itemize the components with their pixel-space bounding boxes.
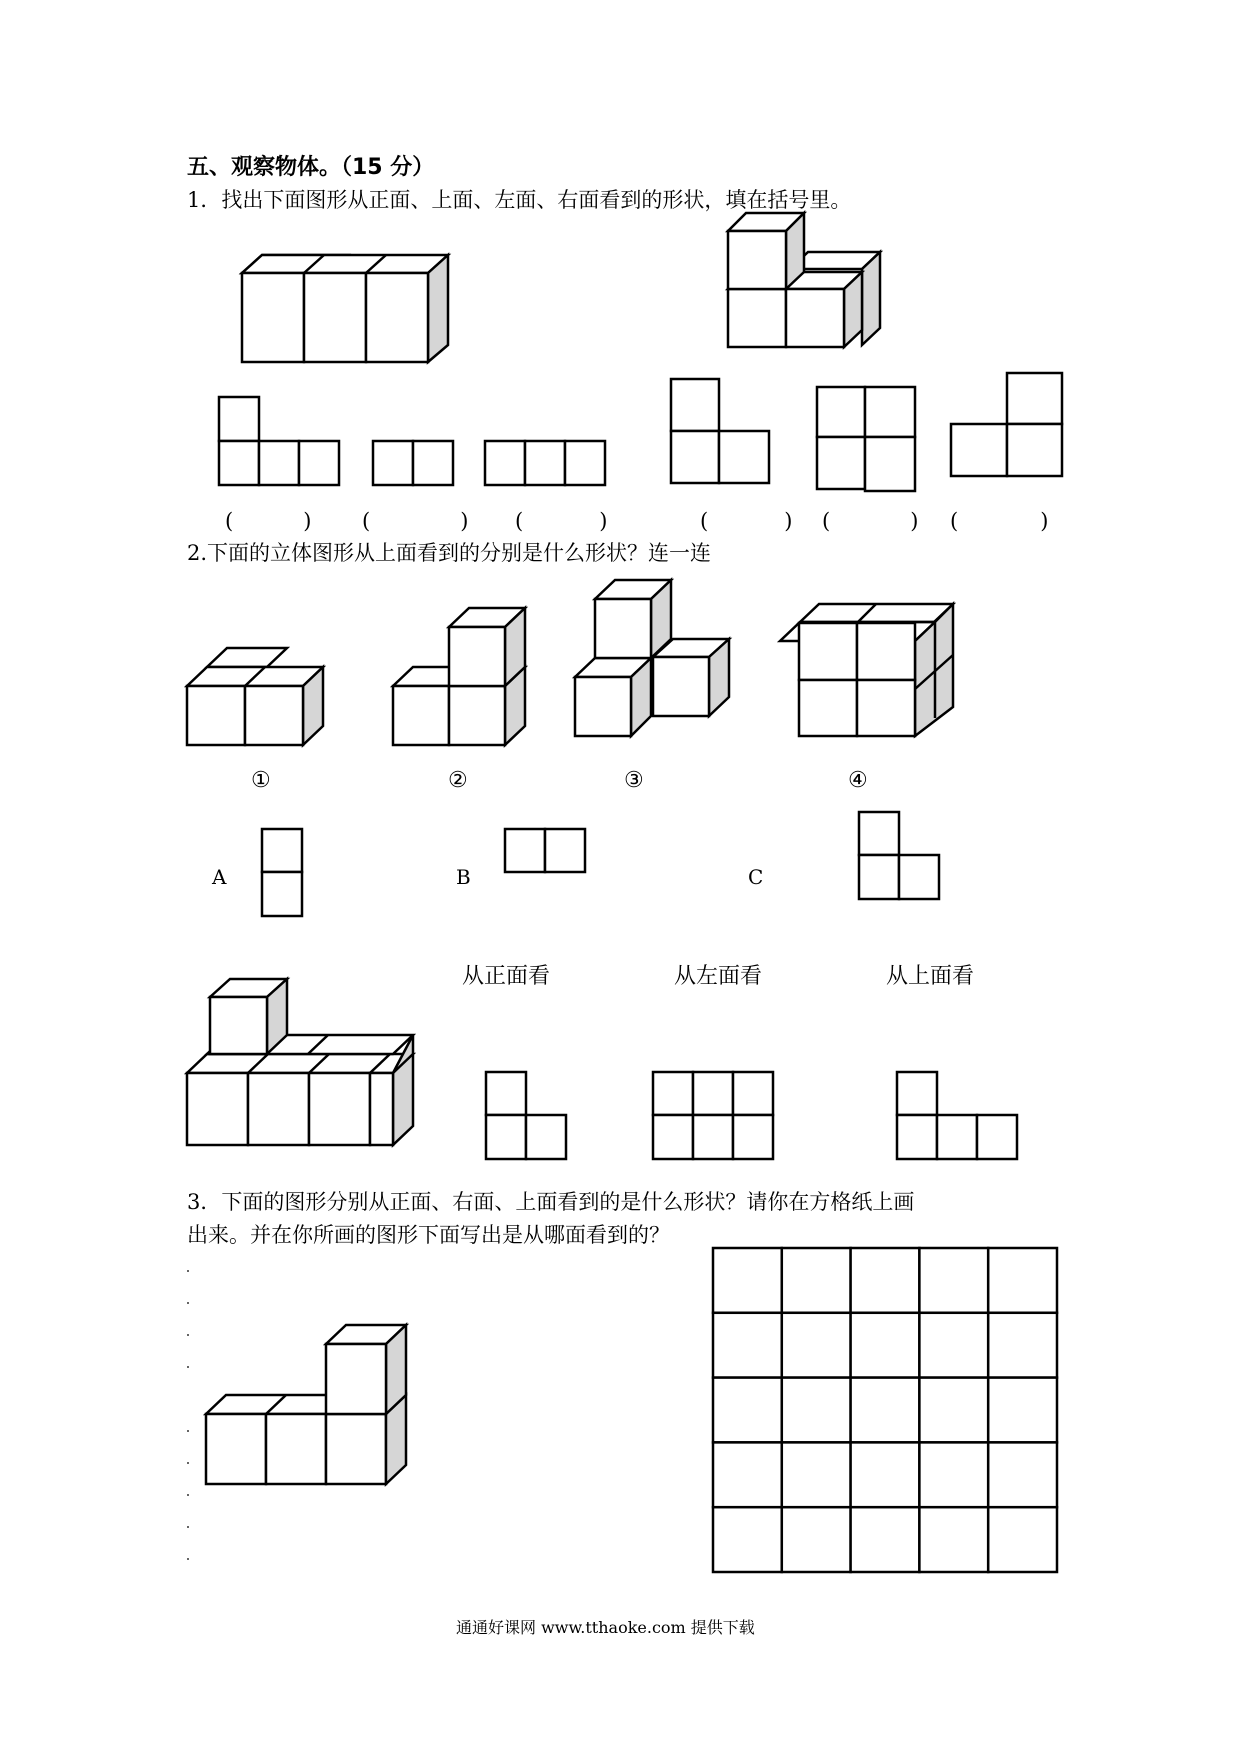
margin-dot bbox=[187, 1334, 189, 1336]
margin-dot bbox=[187, 1558, 189, 1560]
q3-prompt-line-2: 出来。并在你所画的图形下面写出是从哪面看到的？ bbox=[187, 1223, 670, 1247]
grid-cell[interactable] bbox=[919, 1248, 988, 1313]
grid-cell[interactable] bbox=[919, 1442, 988, 1507]
grid-cell[interactable] bbox=[713, 1248, 782, 1313]
q1-blank-3[interactable]: ( ) bbox=[515, 509, 608, 533]
q3-drawing-grid[interactable] bbox=[712, 1247, 1058, 1573]
grid-cell[interactable] bbox=[851, 1442, 920, 1507]
q2-option-label-b: B bbox=[456, 865, 471, 889]
grid-cell[interactable] bbox=[988, 1313, 1057, 1378]
grid-cell[interactable] bbox=[851, 1507, 920, 1572]
grid-cell[interactable] bbox=[782, 1507, 851, 1572]
grid-cell[interactable] bbox=[988, 1507, 1057, 1572]
grid-cell[interactable] bbox=[851, 1248, 920, 1313]
margin-dot bbox=[187, 1494, 189, 1496]
q2-figure-number-4: ④ bbox=[848, 768, 868, 793]
q2-option-label-a: A bbox=[212, 865, 227, 889]
q3-prompt-line-1: 3．下面的图形分别从正面、右面、上面看到的是什么形状？请你在方格纸上画 bbox=[187, 1190, 915, 1214]
q1-blank-2[interactable]: ( ) bbox=[362, 509, 469, 533]
grid-cell[interactable] bbox=[782, 1378, 851, 1443]
q2-figure-number-1: ① bbox=[251, 768, 271, 793]
grid-cell[interactable] bbox=[988, 1378, 1057, 1443]
grid-cell[interactable] bbox=[851, 1313, 920, 1378]
section-title: 五、观察物体。（15 分） bbox=[187, 155, 435, 180]
grid-cell[interactable] bbox=[782, 1313, 851, 1378]
q2-view-label-left: 从左面看 bbox=[674, 964, 763, 989]
margin-dot bbox=[187, 1526, 189, 1528]
q2-view-label-front: 从正面看 bbox=[462, 964, 551, 989]
margin-dot bbox=[187, 1462, 189, 1464]
grid-cell[interactable] bbox=[988, 1248, 1057, 1313]
q1-blank-5[interactable]: ( ) bbox=[822, 509, 919, 533]
grid-cell[interactable] bbox=[713, 1378, 782, 1443]
grid-cell[interactable] bbox=[782, 1248, 851, 1313]
grid-cell[interactable] bbox=[919, 1313, 988, 1378]
grid-cell[interactable] bbox=[988, 1442, 1057, 1507]
q1-blank-4[interactable]: ( ) bbox=[700, 509, 793, 533]
grid-cell[interactable] bbox=[713, 1313, 782, 1378]
q2-prompt: 2.下面的立体图形从上面看到的分别是什么形状？连一连 bbox=[187, 541, 712, 565]
margin-dot bbox=[187, 1366, 189, 1368]
margin-dot bbox=[187, 1270, 189, 1272]
grid-cell[interactable] bbox=[919, 1507, 988, 1572]
q2-view-label-top: 从上面看 bbox=[886, 964, 975, 989]
q2-option-label-c: C bbox=[748, 865, 764, 889]
margin-dot bbox=[187, 1302, 189, 1304]
grid-cell[interactable] bbox=[782, 1442, 851, 1507]
q1-blank-1[interactable]: ( ) bbox=[225, 509, 312, 533]
grid-cell[interactable] bbox=[919, 1378, 988, 1443]
margin-dot bbox=[187, 1430, 189, 1432]
q2-figure-number-3: ③ bbox=[624, 768, 644, 793]
grid-cell[interactable] bbox=[713, 1442, 782, 1507]
grid-cell[interactable] bbox=[713, 1507, 782, 1572]
footer-credit: 通通好课网 www.tthaoke.com 提供下载 bbox=[456, 1618, 755, 1637]
grid-cell[interactable] bbox=[851, 1378, 920, 1443]
q1-blank-6[interactable]: ( ) bbox=[950, 509, 1049, 533]
q1-prompt: 1．找出下面图形从正面、上面、左面、右面看到的形状，填在括号里。 bbox=[187, 188, 852, 212]
q2-figure-number-2: ② bbox=[448, 768, 468, 793]
